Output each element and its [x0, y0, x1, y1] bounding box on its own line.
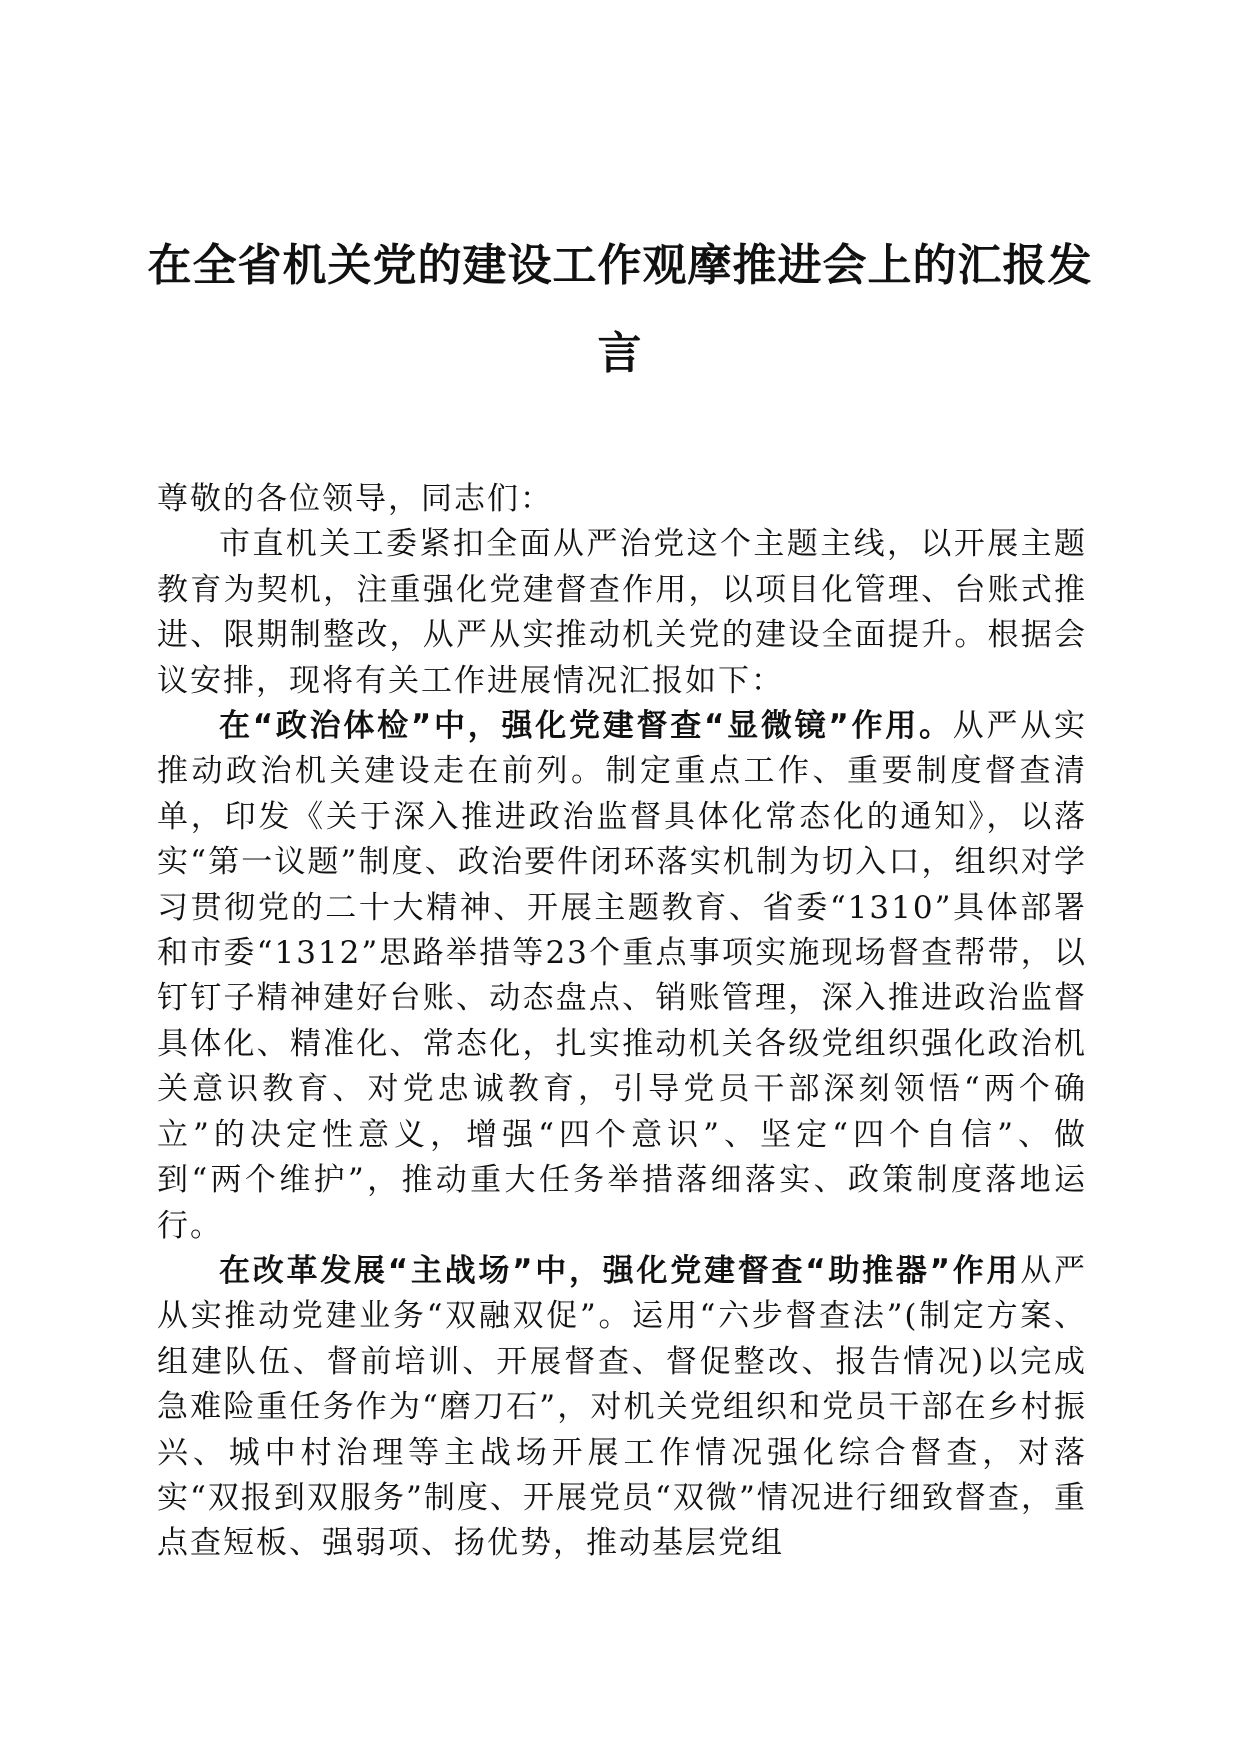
- section-paragraph: [157, 1249, 1087, 1567]
- document-title: 在全省机关党的建设工作观摩推进会上的汇报发言: [147, 240, 1093, 379]
- section-body: 从严从实推动政治机关建设走在前列。制定重点工作、重要制度督查清单，印发《关于深入推进政治监督具体化常态化的通知》，以落实“第一议题”制度、政治要件闭环落实机制为切入口，组织对学习贯彻党的二十大精神、开展主题教育、省委“1310”具体部署和市委“1312”思路举措等23个重点事项实施现场督查帮带，以钉钉子精神建好台账、动态盘点、销账管理，深入推进政治监督具体化、精准化、常态化，扎实推动机关各级党组织强化政治机关意识教育、对党忠诚教育，引导党员干部深刻领悟“两个确立”的决定性意义，增强“四个意识”、坚定“四个自信”、做到“两个维护”，推动重大任务举措落细落实、政策制度落地运行。: [157, 708, 1087, 1244]
- section-body: 从严从实推动党建业务“双融双促”。运用“六步督查法”(制定方案、组建队伍、督前培训、开展督查、督促整改、报告情况)以完成急难险重任务作为“磨刀石”，对机关党组织和党员干部在乡村振兴、城中村治理等主战场开展工作情况强化综合督查，对落实“双报到双服务”制度、开展党员“双微”情况进行细致督查，重点查短板、强弱项、扬优势，推动基层党组: [157, 1252, 1087, 1562]
- section-heading: 在改革发展“主战场”中，强化党建督查“助推器”作用: [219, 1252, 1021, 1289]
- section-heading: 在“政治体检”中，强化党建督查“显微镜”作用。: [219, 708, 953, 745]
- section-paragraph: [157, 704, 1087, 1249]
- document-body: [157, 477, 1087, 1567]
- salutation: 尊敬的各位领导，同志们：: [157, 481, 553, 517]
- intro-paragraph: 市直机关工委紧扣全面从严治党这个主题主线，以开展主题教育为契机，注重强化党建督查作用，以项目化管理、台账式推进、限期制整改，从严从实推动机关党的建设全面提升。根据会议安排，现将有关工作进展情况汇报如下：: [157, 526, 1087, 699]
